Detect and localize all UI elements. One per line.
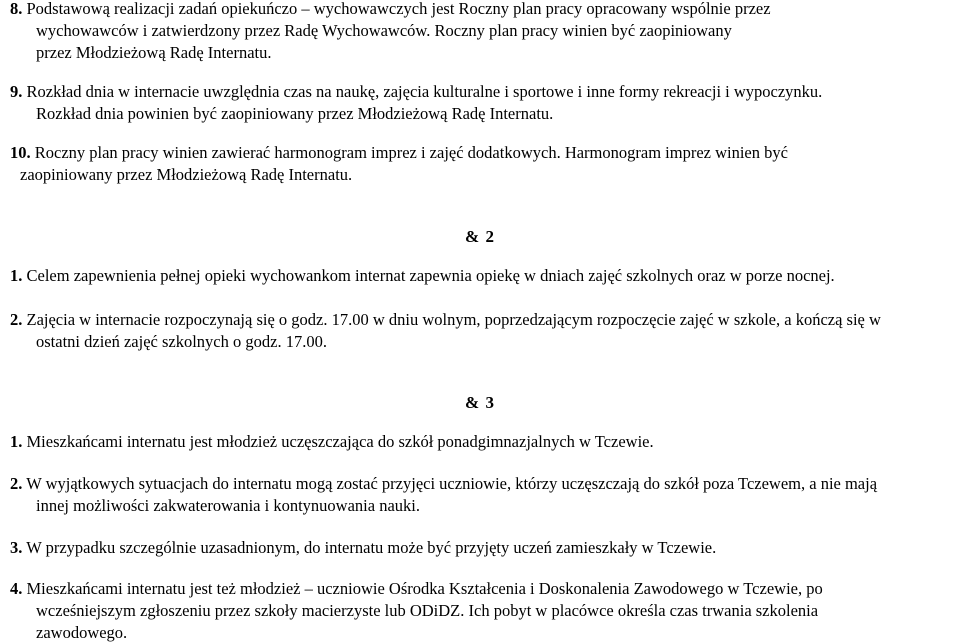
paragraph-8	[10, 0, 955, 64]
paragraph-line: zaopiniowany przez Młodzieżową Radę Internatu.	[20, 165, 353, 184]
paragraph-line	[10, 142, 955, 164]
item-number: 10.	[10, 143, 31, 162]
item-number: 1.	[10, 266, 23, 285]
section-heading-3: & 3	[465, 393, 495, 412]
item-number: 1.	[10, 432, 23, 451]
section-heading-2: & 2	[465, 227, 495, 246]
section2-paragraph-2	[10, 309, 955, 353]
paragraph-line	[10, 537, 955, 559]
paragraph-line: innej możliwości zakwaterowania i kontynuowania nauki.	[36, 496, 420, 515]
paragraph-line: wcześniejszym zgłoszeniu przez szkoły macierzyste lub ODiDZ. Ich pobyt w placówce określa czas trwania szkolenia	[36, 601, 819, 620]
item-number: 2.	[10, 474, 23, 493]
paragraph-line	[10, 81, 955, 103]
section3-paragraph-2	[10, 473, 955, 517]
paragraph-line	[10, 431, 955, 453]
paragraph-line	[10, 0, 955, 20]
paragraph-text: Roczny plan pracy winien zawierać harmonogram imprez i zajęć dodatkowych. Harmonogram imprez winien być	[34, 143, 788, 162]
paragraph-line: przez Młodzieżową Radę Internatu.	[36, 43, 272, 62]
item-number: 3.	[10, 538, 23, 557]
paragraph-text: Mieszkańcami internatu jest młodzież uczęszczająca do szkół ponadgimnazjalnych w Tczewie.	[26, 432, 654, 451]
paragraph-line	[10, 309, 955, 331]
paragraph-text: Zajęcia w internacie rozpoczynają się o godz. 17.00 w dniu wolnym, poprzedzającym rozpoczęcie zajęć w szkole, a kończą się w	[26, 310, 881, 329]
paragraph-line	[10, 473, 955, 495]
paragraph-line: wychowawców i zatwierdzony przez Radę Wychowawców. Roczny plan pracy winien być zaopiniowany	[36, 21, 732, 40]
section3-paragraph-1	[10, 431, 955, 453]
paragraph-text: Rozkład dnia w internacie uwzględnia czas na naukę, zajęcia kulturalne i sportowe i inne formy rekreacji i wypoczynku.	[26, 82, 823, 101]
paragraph-line	[10, 578, 955, 600]
paragraph-text: W przypadku szczególnie uzasadnionym, do internatu może być przyjęty uczeń zamieszkały w Tczewie.	[26, 538, 717, 557]
paragraph-9	[10, 81, 955, 125]
item-number: 4.	[10, 579, 23, 598]
paragraph-line: ostatni dzień zajęć szkolnych o godz. 17.00.	[36, 332, 327, 351]
paragraph-10	[10, 142, 955, 186]
paragraph-line: Rozkład dnia powinien być zaopiniowany przez Młodzieżową Radę Internatu.	[36, 104, 554, 123]
paragraph-text: Podstawową realizacji zadań opiekuńczo – wychowawczych jest Roczny plan pracy opracowany wspólnie przez	[26, 0, 771, 18]
paragraph-line	[10, 265, 955, 287]
paragraph-text: Mieszkańcami internatu jest też młodzież – uczniowie Ośrodka Kształcenia i Doskonalenia Zawodowego w Tczewie, po	[26, 579, 823, 598]
item-number: 8.	[10, 0, 23, 18]
paragraph-text: Celem zapewnienia pełnej opieki wychowankom internat zapewnia opiekę w dniach zajęć szkolnych oraz w porze nocnej.	[26, 266, 835, 285]
paragraph-text: W wyjątkowych sytuacjach do internatu mogą zostać przyjęci uczniowie, którzy uczęszczają do szkół poza Tczewem, a nie mają	[26, 474, 878, 493]
item-number: 2.	[10, 310, 23, 329]
section3-paragraph-3	[10, 537, 955, 559]
item-number: 9.	[10, 82, 23, 101]
section2-paragraph-1	[10, 265, 955, 287]
paragraph-line: zawodowego.	[36, 623, 128, 642]
section3-paragraph-4	[10, 578, 955, 644]
